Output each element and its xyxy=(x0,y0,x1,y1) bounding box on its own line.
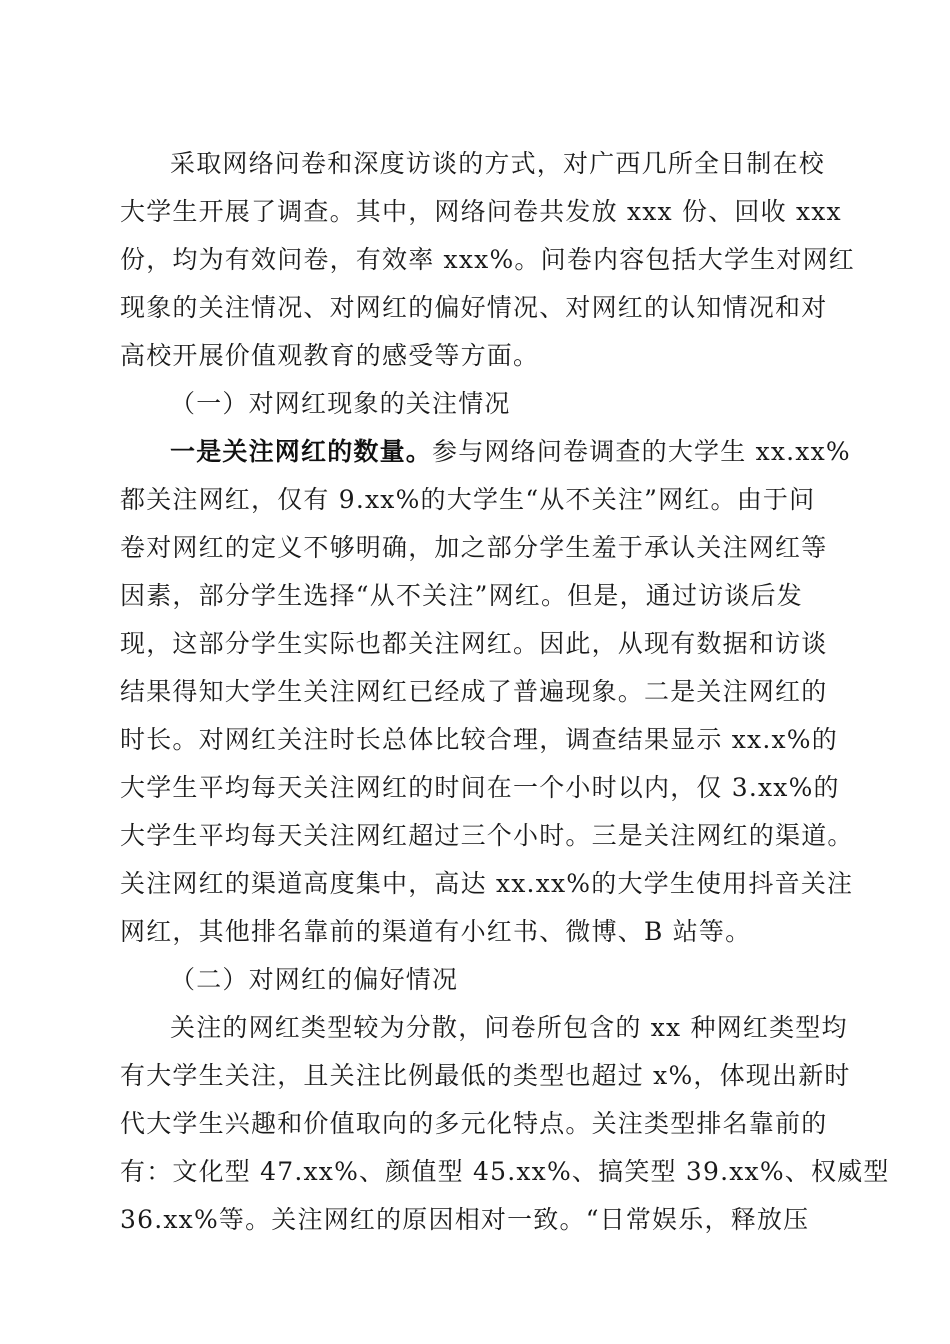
para1-line-3: 卷对网红的定义不够明确，加之部分学生羞于承认关注网红等 xyxy=(120,533,828,562)
para1-line-4: 因素，部分学生选择“从不关注”网红。但是，通过访谈后发 xyxy=(120,581,803,610)
para1-line-6: 结果得知大学生关注网红已经成了普遍现象。二是关注网红的 xyxy=(120,677,828,706)
intro-line-5: 高校开展价值观教育的感受等方面。 xyxy=(120,341,540,370)
para2-line-1: 关注的网红类型较为分散，问卷所包含的 xx 种网红类型均 xyxy=(170,1013,848,1042)
para2-line-2: 有大学生关注，且关注比例最低的类型也超过 x%，体现出新时 xyxy=(120,1061,851,1090)
para1-line-9: 大学生平均每天关注网红超过三个小时。三是关注网红的渠道。 xyxy=(120,821,854,850)
para1-line-8: 大学生平均每天关注网红的时间在一个小时以内，仅 3.xx%的 xyxy=(120,773,840,802)
section-heading-2: （二）对网红的偏好情况 xyxy=(170,965,459,994)
para1-line-10: 关注网红的渠道高度集中，高达 xx.xx%的大学生使用抖音关注 xyxy=(120,869,854,898)
intro-line-1: 采取网络问卷和深度访谈的方式，对广西几所全日制在校 xyxy=(170,149,826,178)
para2-line-3: 代大学生兴趣和价值取向的多元化特点。关注类型排名靠前的 xyxy=(120,1109,828,1138)
para1-lead: 一是关注网红的数量。 xyxy=(170,437,433,466)
intro-line-4: 现象的关注情况、对网红的偏好情况、对网红的认知情况和对 xyxy=(120,293,828,322)
para1-line-7: 时长。对网红关注时长总体比较合理，调查结果显示 xx.x%的 xyxy=(120,725,838,754)
intro-line-3: 份，均为有效问卷，有效率 xxx%。问卷内容包括大学生对网红 xyxy=(120,245,856,274)
section-heading-1: （一）对网红现象的关注情况 xyxy=(170,389,511,418)
para1-line-1 xyxy=(170,435,851,469)
para1-line-11: 网红，其他排名靠前的渠道有小红书、微博、B 站等。 xyxy=(120,917,752,946)
para1-line-1-text: 参与网络问卷调查的大学生 xx.xx% xyxy=(432,437,851,466)
para1-line-2: 都关注网红，仅有 9.xx%的大学生“从不关注”网红。由于问 xyxy=(120,485,816,514)
para1-line-5: 现，这部分学生实际也都关注网红。因此，从现有数据和访谈 xyxy=(120,629,828,658)
para2-line-4: 有：文化型 47.xx%、颜值型 45.xx%、搞笑型 39.xx%、权威型 xyxy=(120,1157,890,1186)
intro-line-2: 大学生开展了调查。其中，网络问卷共发放 xxx 份、回收 xxx xyxy=(120,197,842,226)
para2-line-5: 36.xx%等。关注网红的原因相对一致。“日常娱乐，释放压 xyxy=(120,1205,810,1234)
